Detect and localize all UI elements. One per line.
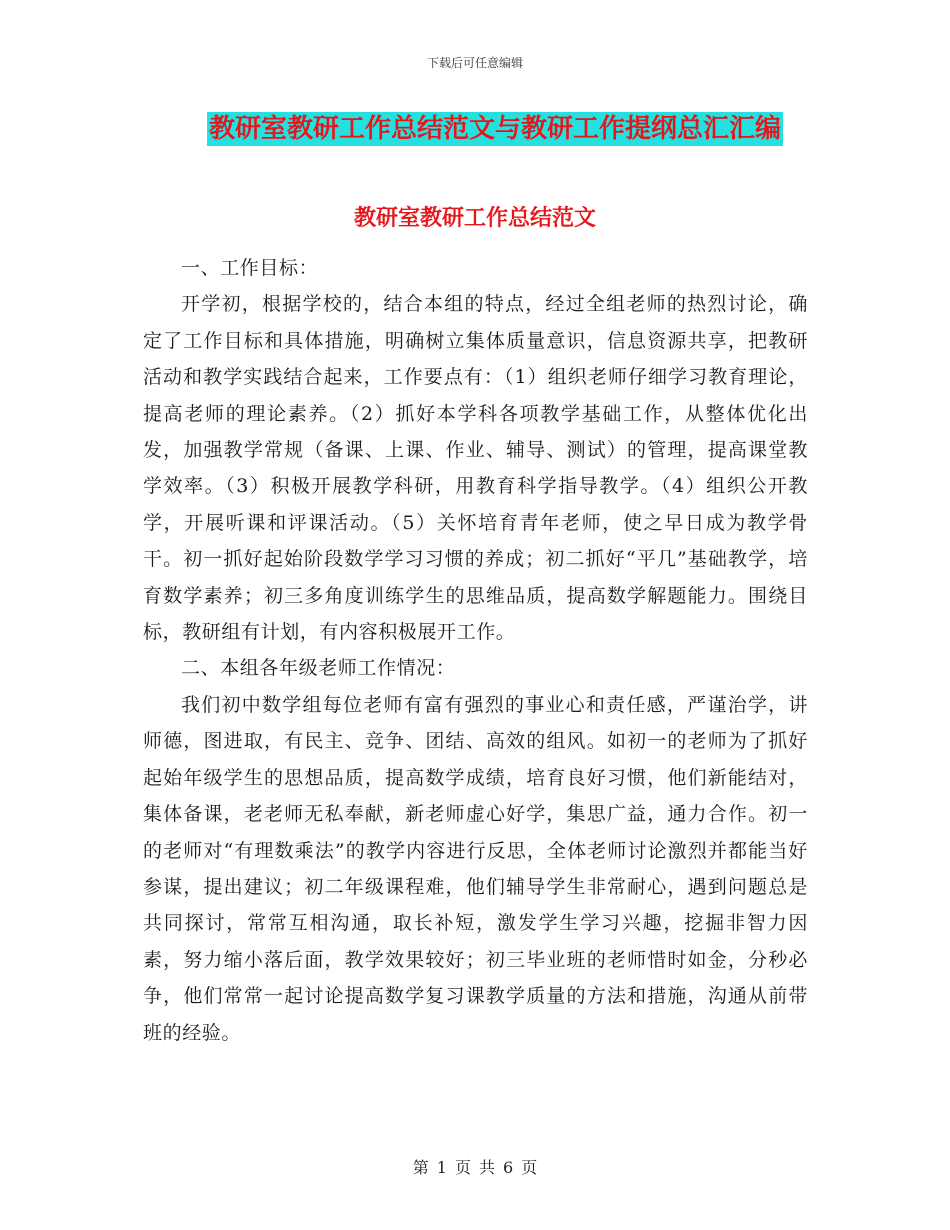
document-title: 教研室教研工作总结范文与教研工作提纲总汇汇编 <box>209 114 782 144</box>
footer-total-label: 共 <box>479 1158 496 1177</box>
paragraph-teachers: 我们初中数学组每位老师有富有强烈的事业心和责任感，严谨治学，讲师德，图进取，有民主、竞争、团结、高效的组风。如初一的老师为了抓好起始年级学生的思想品质，提高数学成绩，培育良好习惯，他们新能结对，集体备课，老老师无私奉献，新老师虚心好学，集思广益，通力合作。初一的老师对“有理数乘法”的教学内容进行反思，全体老师讨论激烈并都能当好参谋，提出建议；初二年级课程难，他们辅导学生非常耐心，遇到问题总是共同探讨，常常互相沟通，取长补短，激发学生学习兴趣，挖掘非智力因素，努力缩小落后面，教学效果较好；初三毕业班的老师惜时如金，分秒必争，他们常常一起讨论提高数学复习课教学质量的方法和措施，沟通从前带班的经验。 <box>143 693 808 1044</box>
total-page-count: 6 <box>503 1158 514 1177</box>
document-subtitle: 教研室教研工作总结范文 <box>353 205 596 231</box>
current-page-number: 1 <box>436 1158 447 1177</box>
section-heading-goals: 一、工作目标： <box>181 257 319 279</box>
section-heading-teachers: 二、本组各年级老师工作情况： <box>181 657 456 680</box>
page-footer <box>0 1155 950 1178</box>
document-body <box>143 250 808 1051</box>
footer-page-label: 页 <box>454 1158 471 1177</box>
footer-suffix: 页 <box>521 1158 538 1177</box>
footer-prefix: 第 <box>412 1158 429 1177</box>
paragraph-goals: 开学初，根据学校的，结合本组的特点，经过全组老师的热烈讨论，确定了工作目标和具体措施，明确树立集体质量意识，信息资源共享，把教研活动和教学实践结合起来，工作要点有：（1）组织老师仔细学习教育理论，提高老师的理论素养。（2）抓好本学科各项教学基础工作，从整体优化出发，加强教学常规（备课、上课、作业、辅导、测试）的管理，提高课堂教学效率。（3）积极开展教学科研，用教育科学指导教学。（4）组织公开教学，开展听课和评课活动。（5）关怀培育青年老师，使之早日成为教学骨干。初一抓好起始阶段数学学习习惯的养成；初二抓好“平几”基础教学，培育数学素养；初三多角度训练学生的思维品质，提高数学解题能力。围绕目标，教研组有计划，有内容积极展开工作。 <box>143 293 808 644</box>
page-header-note: 下载后可任意编辑 <box>426 56 523 70</box>
